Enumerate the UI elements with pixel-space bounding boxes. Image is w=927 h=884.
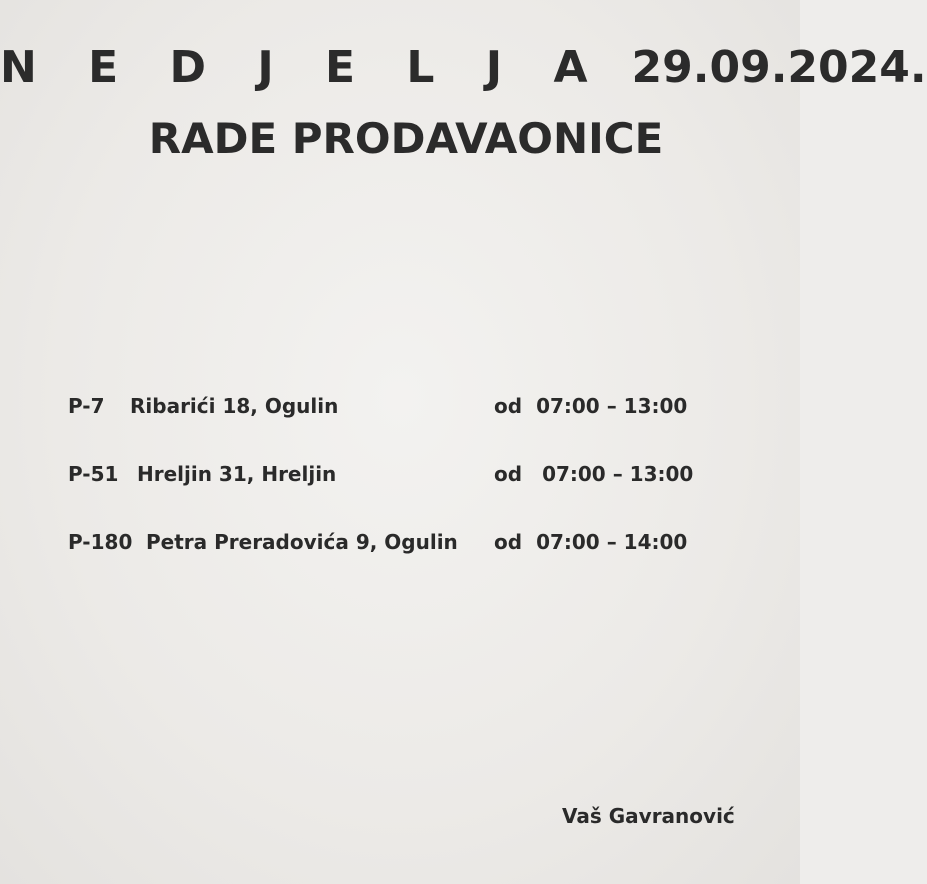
store-row-p51	[68, 458, 768, 526]
store-row-p7	[68, 390, 768, 458]
store-code: P-7	[68, 394, 105, 418]
hours-range: 07:00 – 14:00	[536, 530, 688, 554]
hours-prefix: od	[494, 394, 523, 418]
store-hours	[494, 530, 687, 554]
hours-range: 07:00 – 13:00	[536, 394, 688, 418]
notice-subtitle: RADE PRODAVAONICE	[148, 114, 664, 163]
signature: Vaš Gavranović	[562, 804, 735, 828]
store-list	[68, 390, 768, 594]
store-address: Ribarići 18, Ogulin	[130, 394, 339, 418]
store-code: P-180	[68, 530, 133, 554]
hours-range: 07:00 – 13:00	[542, 462, 694, 486]
store-hours	[494, 394, 687, 418]
notice-title	[0, 42, 927, 93]
title-date: 29.09.2024.	[631, 42, 927, 93]
store-address: Hreljin 31, Hreljin	[137, 462, 337, 486]
store-row-p180	[68, 526, 768, 594]
store-hours	[494, 462, 693, 486]
store-address: Petra Preradovića 9, Ogulin	[146, 530, 458, 554]
title-day: N E D J E L J A	[0, 42, 606, 93]
hours-prefix: od	[494, 530, 523, 554]
hours-prefix: od	[494, 462, 523, 486]
store-code: P-51	[68, 462, 119, 486]
